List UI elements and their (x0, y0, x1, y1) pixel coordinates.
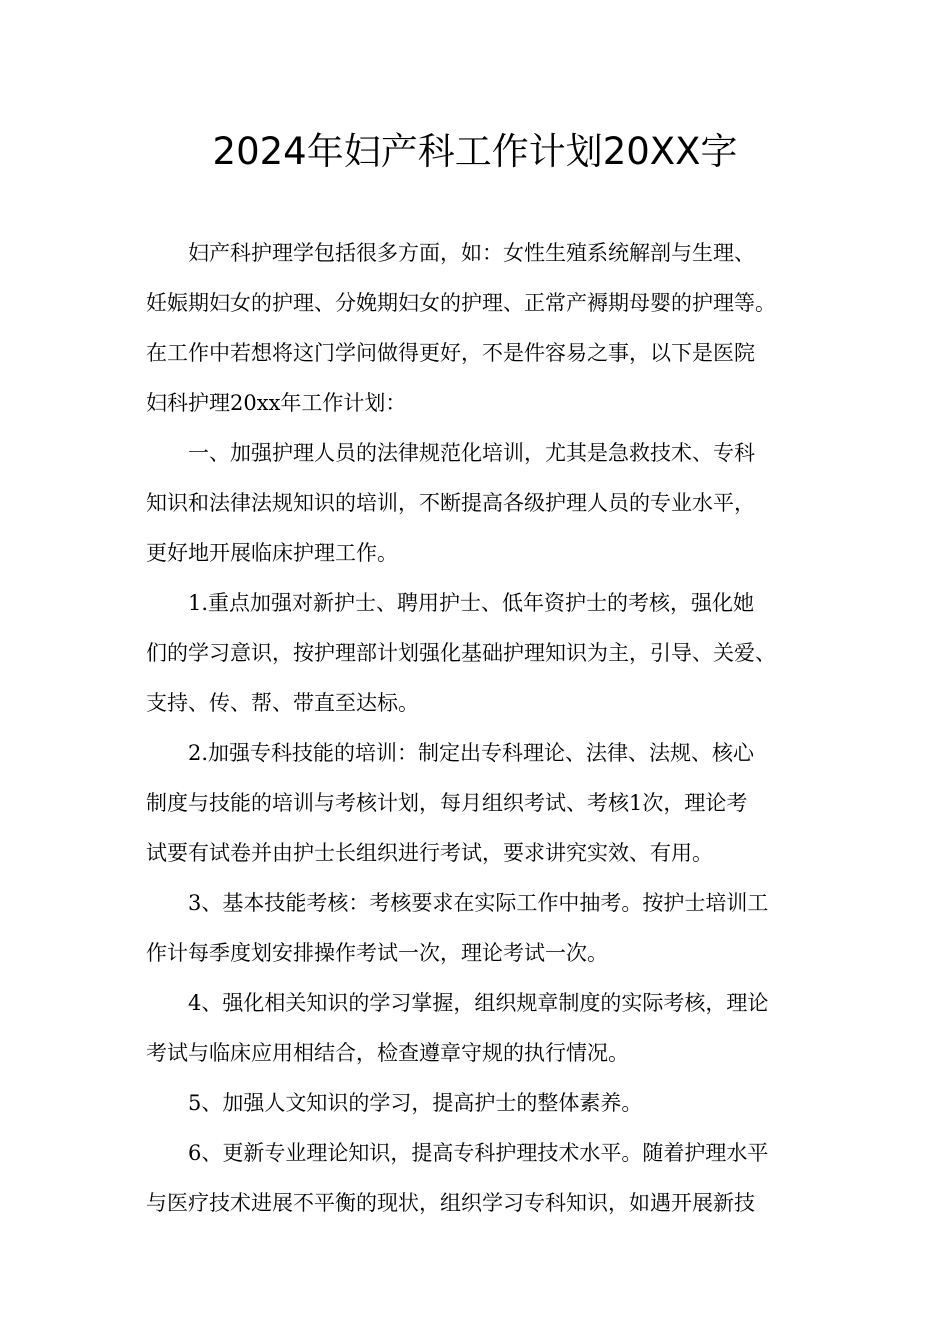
text-line: 与医疗技术进展不平衡的现状，组织学习专科知识，如遇开展新技 (146, 1191, 755, 1215)
text-line: 支持、传、帮、带直至达标。 (146, 691, 419, 715)
text-line: 一、加强护理人员的法律规范化培训，尤其是急救技术、专科 (188, 441, 755, 465)
text-line: 妇产科护理学包括很多方面，如：女性生殖系统解剖与生理、 (188, 241, 755, 265)
text-line: 考试与临床应用相结合，检查遵章守规的执行情况。 (146, 1041, 629, 1065)
text-line: 1.重点加强对新护士、聘用护士、低年资护士的考核，强化她 (188, 591, 755, 615)
text-line: 在工作中若想将这门学问做得更好，不是件容易之事，以下是医院 (146, 341, 755, 365)
text-line: 作计每季度划安排操作考试一次，理论考试一次。 (146, 941, 608, 965)
text-line: 6、更新专业理论知识，提高专科护理技术水平。随着护理水平 (188, 1141, 769, 1165)
text-line: 制度与技能的培训与考核计划，每月组织考试、考核1次，理论考 (146, 791, 748, 815)
document-body (146, 228, 826, 1228)
text-line: 试要有试卷并由护士长组织进行考试，要求讲究实效、有用。 (146, 841, 713, 865)
text-line: 们的学习意识，按护理部计划强化基础护理知识为主，引导、关爱、 (146, 641, 776, 665)
text-line: 妊娠期妇女的护理、分娩期妇女的护理、正常产褥期母婴的护理等。 (146, 291, 776, 315)
document-title: 2024年妇产科工作计划20XX字 (212, 130, 738, 173)
text-line: 3、基本技能考核：考核要求在实际工作中抽考。按护士培训工 (188, 891, 769, 915)
text-line: 知识和法律法规知识的培训，不断提高各级护理人员的专业水平， (146, 491, 755, 515)
text-line: 2.加强专科技能的培训：制定出专科理论、法律、法规、核心 (188, 741, 755, 765)
text-line: 4、强化相关知识的学习掌握，组织规章制度的实际考核，理论 (188, 991, 769, 1015)
text-line: 妇科护理20xx年工作计划： (146, 391, 407, 415)
text-line: 5、加强人文知识的学习，提高护士的整体素养。 (188, 1091, 643, 1115)
text-line: 更好地开展临床护理工作。 (146, 541, 398, 565)
